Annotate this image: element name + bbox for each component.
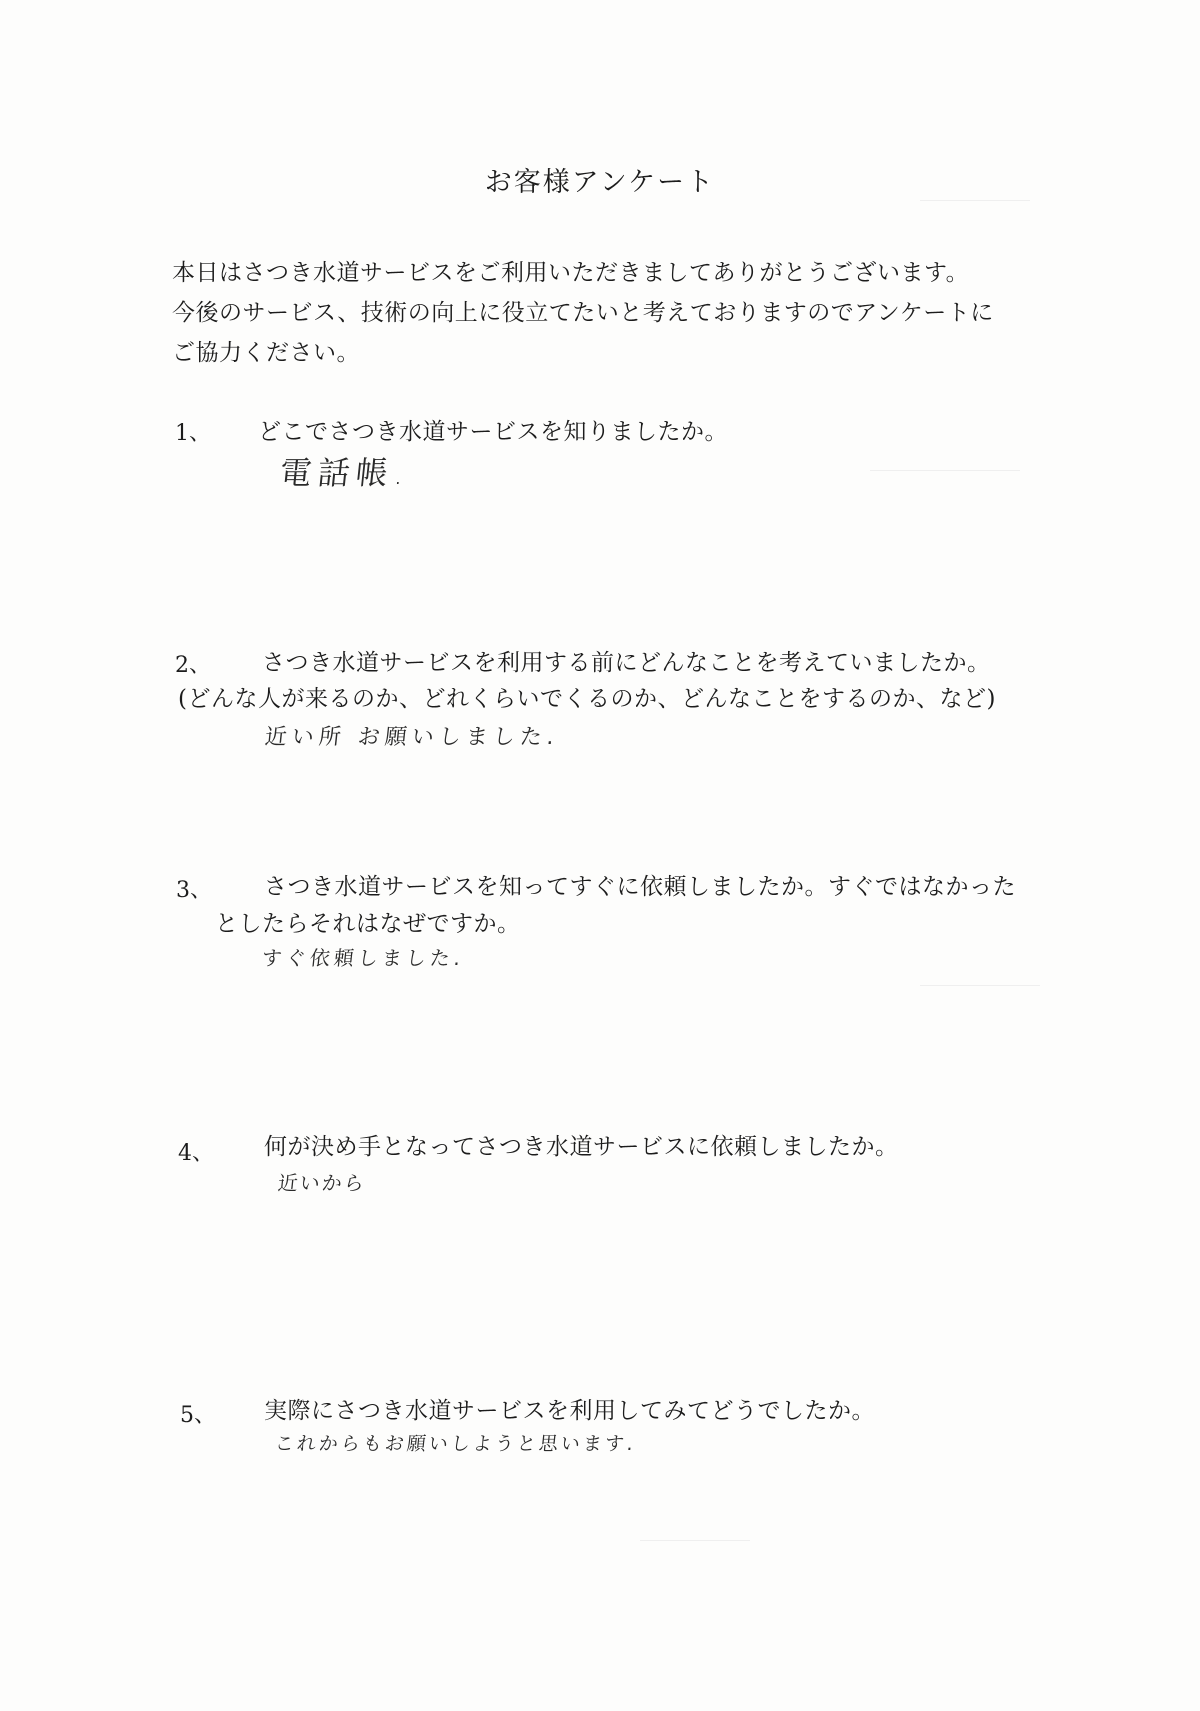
question-text: 実際にさつき水道サービスを利用してみてどうでしたか。 (264, 1398, 875, 1424)
question-number: 1、 (175, 421, 211, 446)
question-text: さつき水道サービスを利用する前にどんなことを考えていましたか。 (262, 650, 991, 676)
page-title: お客様アンケート (484, 167, 716, 198)
question-text: どこでさつき水道サービスを知りましたか。 (258, 419, 728, 445)
question-number: 2、 (175, 653, 211, 678)
intro-paragraph (172, 253, 1092, 373)
handwritten-answer: これからもお願いしようと思います. (273, 1433, 638, 1455)
question-text: 何が決め手となってさつき水道サービスに依頼しましたか。 (264, 1134, 899, 1160)
show-through-mark (640, 1540, 750, 1541)
intro-line: 今後のサービス、技術の向上に役立てたいと考えておりますのでアンケートに (172, 300, 994, 326)
question-subtext: (どんな人が来るのか、どれくらいでくるのか、どんなことをするのか、など) (178, 686, 996, 712)
question-number: 4、 (178, 1141, 214, 1166)
intro-line: 本日はさつき水道サービスをご利用いただきましてありがとうございます。 (172, 260, 970, 286)
handwritten-answer: 電話帳. (277, 454, 412, 492)
question-text: としたらそれはなぜですか。 (215, 911, 521, 937)
intro-line: ご協力ください。 (172, 340, 360, 366)
handwritten-answer: 近いから (276, 1171, 368, 1195)
show-through-mark (870, 470, 1020, 471)
show-through-mark (920, 985, 1040, 986)
show-through-mark (920, 200, 1030, 201)
handwritten-answer: すぐ依頼しました. (260, 946, 466, 970)
handwritten-answer: 近い所 お願いしました. (263, 725, 561, 750)
question-text: さつき水道サービスを知ってすぐに依頼しましたか。すぐではなかった (264, 874, 1016, 900)
question-number: 3、 (176, 878, 212, 903)
question-number: 5、 (180, 1403, 216, 1428)
